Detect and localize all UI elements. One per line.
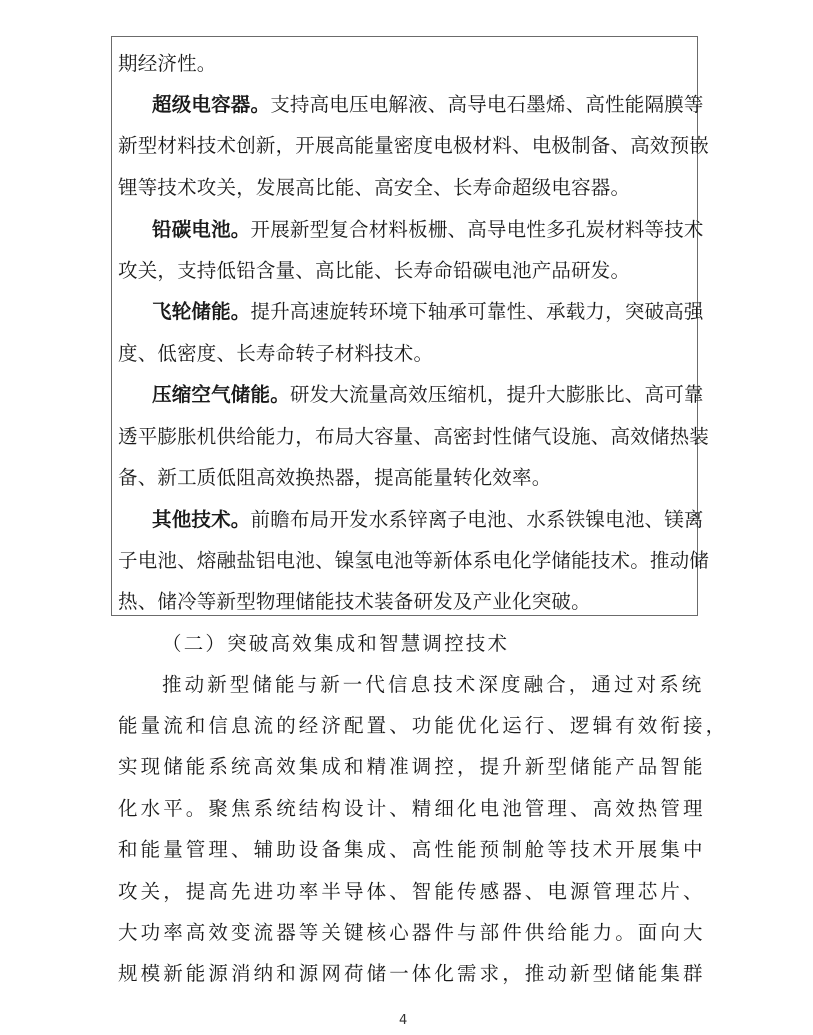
paragraph-line: 实现储能系统高效集成和精准调控，提升新型储能产品智能	[118, 755, 706, 778]
section-heading: （二）突破高效集成和智慧调控技术	[162, 632, 510, 655]
line-text: 开展新型复合材料板栅、高导电性多孔炭材料等技术	[250, 218, 704, 241]
line-text: 备、新工质低阻高效换热器，提高能量转化效率。	[118, 466, 552, 489]
line-text: 热、储冷等新型物理储能技术装备研发及产业化突破。	[118, 590, 591, 613]
line-text: 子电池、熔融盐铝电池、镍氢电池等新体系电化学储能技术。推动储	[118, 549, 710, 572]
paragraph-line	[118, 425, 709, 449]
paragraph-line	[118, 134, 709, 158]
line-text: 提升高速旋转环境下轴承可靠性、承载力，突破高强	[250, 300, 704, 323]
line-text: 新型材料技术创新，开展高能量密度电极材料、电极制备、高效预嵌	[118, 134, 710, 157]
paragraph-other-tech	[152, 508, 704, 532]
paragraph-line	[118, 259, 630, 283]
paragraph-line	[118, 176, 630, 200]
paragraph-line	[118, 466, 551, 490]
line-text: 支持高电压电解液、高导电石墨烯、高性能隔膜等	[270, 93, 704, 116]
paragraph-supercapacitor	[152, 93, 704, 117]
paragraph-lead-carbon	[152, 218, 704, 242]
paragraph-line	[118, 52, 217, 76]
line-text: 度、低密度、长寿命转子材料技术。	[118, 342, 434, 365]
paragraph-line: 推动新型储能与新一代信息技术深度融合，通过对系统	[162, 673, 705, 696]
paragraph-line	[118, 549, 709, 573]
line-text: 期经济性。	[118, 52, 217, 75]
paragraph-line: 大功率高效变流器等关键核心器件与部件供给能力。面向大	[118, 921, 706, 944]
line-text: 研发大流量高效压缩机，提升大膨胀比、高可靠	[289, 383, 704, 406]
line-text: 攻关，支持低铅含量、高比能、长寿命铅碳电池产品研发。	[118, 259, 631, 282]
line-text: 锂等技术攻关，发展高比能、高安全、长寿命超级电容器。	[118, 176, 631, 199]
paragraph-flywheel	[152, 300, 704, 324]
paragraph-line: 和能量管理、辅助设备集成、高性能预制舱等技术开展集中	[118, 838, 706, 861]
paragraph-line	[118, 590, 591, 614]
paragraph-line: 能量流和信息流的经济配置、功能优化运行、逻辑有效衔接，	[118, 714, 729, 737]
paragraph-compressed-air	[152, 383, 704, 407]
line-text: 前瞻布局开发水系锌离子电池、水系铁镍电池、镁离	[250, 508, 704, 531]
line-text: 透平膨胀机供给能力，布局大容量、高密封性储气设施、高效储热装	[118, 425, 710, 448]
paragraph-line: 化水平。聚焦系统结构设计、精细化电池管理、高效热管理	[118, 797, 706, 820]
paragraph-line: 攻关，提高先进功率半导体、智能传感器、电源管理芯片、	[118, 880, 706, 903]
bold-term: 铅碳电池。	[152, 218, 251, 241]
bold-term: 其他技术。	[152, 508, 251, 531]
bold-term: 压缩空气储能。	[152, 383, 290, 406]
paragraph-line: 规模新能源消纳和源网荷储一体化需求，推动新型储能集群	[118, 962, 706, 985]
bold-term: 超级电容器。	[152, 93, 271, 116]
page-number: 4	[399, 1013, 408, 1028]
paragraph-line	[118, 342, 433, 366]
bold-term: 飞轮储能。	[152, 300, 251, 323]
